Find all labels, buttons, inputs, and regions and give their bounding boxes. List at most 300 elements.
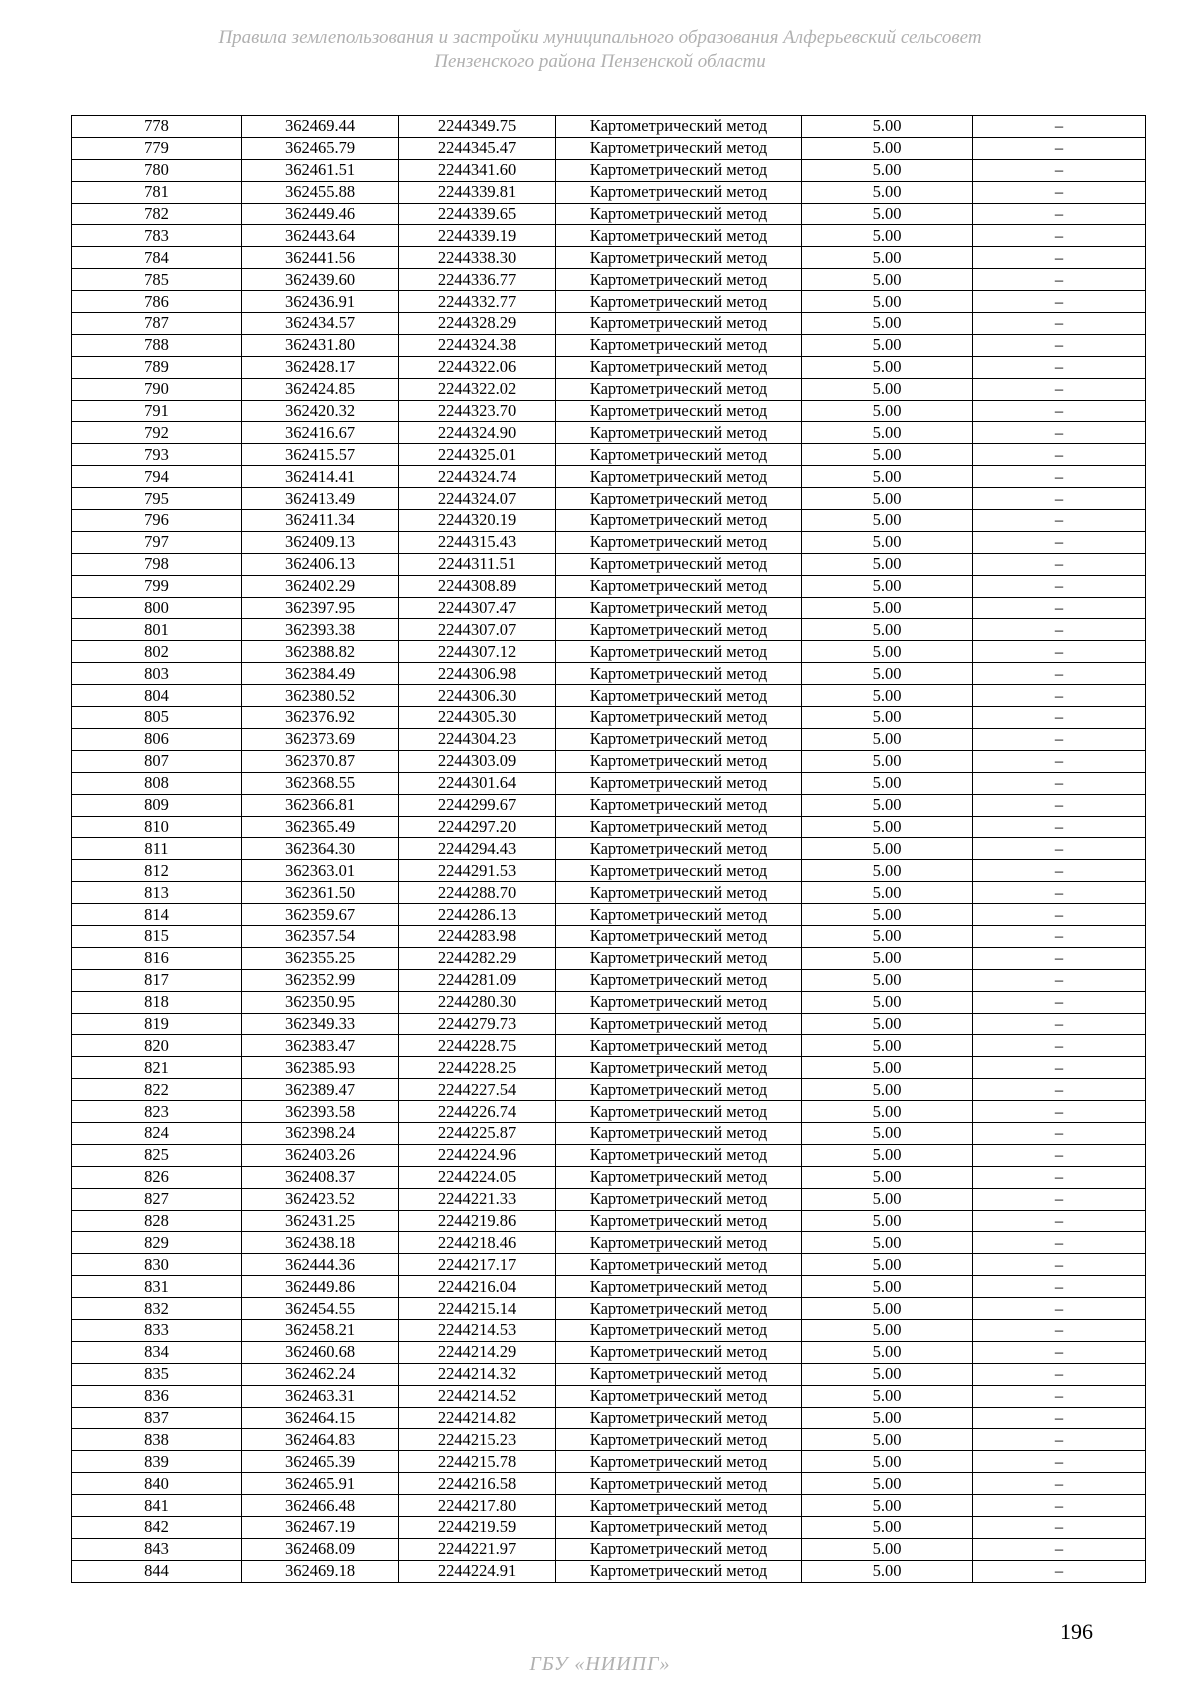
point-number-cell: 793 <box>72 444 242 466</box>
table-row <box>72 1101 1146 1123</box>
method-cell: Картометрический метод <box>556 991 802 1013</box>
point-number-cell: 836 <box>72 1385 242 1407</box>
method-cell: Картометрический метод <box>556 772 802 794</box>
y-coordinate-cell: 2244311.51 <box>399 553 556 575</box>
method-cell: Картометрический метод <box>556 816 802 838</box>
note-cell: – <box>973 488 1146 510</box>
point-number-cell: 841 <box>72 1495 242 1517</box>
note-cell: – <box>973 794 1146 816</box>
accuracy-cell: 5.00 <box>802 400 973 422</box>
accuracy-cell: 5.00 <box>802 159 973 181</box>
table-row <box>72 1122 1146 1144</box>
note-cell: – <box>973 1319 1146 1341</box>
point-number-cell: 810 <box>72 816 242 838</box>
point-number-cell: 839 <box>72 1451 242 1473</box>
x-coordinate-cell: 362383.47 <box>242 1035 399 1057</box>
accuracy-cell: 5.00 <box>802 466 973 488</box>
accuracy-cell: 5.00 <box>802 1254 973 1276</box>
accuracy-cell: 5.00 <box>802 1385 973 1407</box>
y-coordinate-cell: 2244322.02 <box>399 378 556 400</box>
note-cell: – <box>973 116 1146 138</box>
note-cell: – <box>973 1517 1146 1539</box>
x-coordinate-cell: 362444.36 <box>242 1254 399 1276</box>
note-cell: – <box>973 422 1146 444</box>
note-cell: – <box>973 313 1146 335</box>
point-number-cell: 834 <box>72 1341 242 1363</box>
point-number-cell: 822 <box>72 1079 242 1101</box>
accuracy-cell: 5.00 <box>802 422 973 444</box>
y-coordinate-cell: 2244339.65 <box>399 203 556 225</box>
table-row <box>72 400 1146 422</box>
method-cell: Картометрический метод <box>556 181 802 203</box>
x-coordinate-cell: 362363.01 <box>242 860 399 882</box>
table-row <box>72 1276 1146 1298</box>
point-number-cell: 791 <box>72 400 242 422</box>
note-cell: – <box>973 707 1146 729</box>
table-row <box>72 531 1146 553</box>
method-cell: Картометрический метод <box>556 1101 802 1123</box>
table-row <box>72 904 1146 926</box>
table-row <box>72 1298 1146 1320</box>
x-coordinate-cell: 362364.30 <box>242 838 399 860</box>
accuracy-cell: 5.00 <box>802 1144 973 1166</box>
accuracy-cell: 5.00 <box>802 1232 973 1254</box>
x-coordinate-cell: 362409.13 <box>242 531 399 553</box>
point-number-cell: 792 <box>72 422 242 444</box>
x-coordinate-cell: 362376.92 <box>242 707 399 729</box>
x-coordinate-cell: 362469.44 <box>242 116 399 138</box>
accuracy-cell: 5.00 <box>802 860 973 882</box>
method-cell: Картометрический метод <box>556 707 802 729</box>
note-cell: – <box>973 641 1146 663</box>
point-number-cell: 829 <box>72 1232 242 1254</box>
accuracy-cell: 5.00 <box>802 597 973 619</box>
accuracy-cell: 5.00 <box>802 1101 973 1123</box>
y-coordinate-cell: 2244322.06 <box>399 356 556 378</box>
note-cell: – <box>973 444 1146 466</box>
point-number-cell: 807 <box>72 750 242 772</box>
method-cell: Картометрический метод <box>556 575 802 597</box>
note-cell: – <box>973 1122 1146 1144</box>
y-coordinate-cell: 2244227.54 <box>399 1079 556 1101</box>
method-cell: Картометрический метод <box>556 159 802 181</box>
table-row <box>72 203 1146 225</box>
table-row <box>72 247 1146 269</box>
note-cell: – <box>973 1407 1146 1429</box>
accuracy-cell: 5.00 <box>802 531 973 553</box>
x-coordinate-cell: 362384.49 <box>242 663 399 685</box>
table-row <box>72 1560 1146 1582</box>
table-row <box>72 356 1146 378</box>
table-row <box>72 1451 1146 1473</box>
table-row <box>72 641 1146 663</box>
point-number-cell: 812 <box>72 860 242 882</box>
point-number-cell: 833 <box>72 1319 242 1341</box>
x-coordinate-cell: 362434.57 <box>242 313 399 335</box>
y-coordinate-cell: 2244338.30 <box>399 247 556 269</box>
accuracy-cell: 5.00 <box>802 1473 973 1495</box>
accuracy-cell: 5.00 <box>802 1407 973 1429</box>
method-cell: Картометрический метод <box>556 1473 802 1495</box>
x-coordinate-cell: 362424.85 <box>242 378 399 400</box>
note-cell: – <box>973 1385 1146 1407</box>
method-cell: Картометрический метод <box>556 838 802 860</box>
y-coordinate-cell: 2244339.81 <box>399 181 556 203</box>
y-coordinate-cell: 2244307.07 <box>399 619 556 641</box>
table-row <box>72 882 1146 904</box>
method-cell: Картометрический метод <box>556 1538 802 1560</box>
accuracy-cell: 5.00 <box>802 1057 973 1079</box>
x-coordinate-cell: 362403.26 <box>242 1144 399 1166</box>
note-cell: – <box>973 750 1146 772</box>
point-number-cell: 806 <box>72 728 242 750</box>
x-coordinate-cell: 362393.38 <box>242 619 399 641</box>
table-row <box>72 1013 1146 1035</box>
method-cell: Картометрический метод <box>556 553 802 575</box>
note-cell: – <box>973 1495 1146 1517</box>
note-cell: – <box>973 904 1146 926</box>
point-number-cell: 837 <box>72 1407 242 1429</box>
note-cell: – <box>973 619 1146 641</box>
note-cell: – <box>973 159 1146 181</box>
method-cell: Картометрический метод <box>556 422 802 444</box>
method-cell: Картометрический метод <box>556 1319 802 1341</box>
note-cell: – <box>973 225 1146 247</box>
x-coordinate-cell: 362408.37 <box>242 1166 399 1188</box>
x-coordinate-cell: 362465.79 <box>242 137 399 159</box>
x-coordinate-cell: 362468.09 <box>242 1538 399 1560</box>
page-footer: ГБУ «НИИПГ» <box>529 1653 671 1675</box>
page-number: 196 <box>1060 1619 1093 1644</box>
x-coordinate-cell: 362388.82 <box>242 641 399 663</box>
y-coordinate-cell: 2244304.23 <box>399 728 556 750</box>
x-coordinate-cell: 362464.15 <box>242 1407 399 1429</box>
x-coordinate-cell: 362380.52 <box>242 685 399 707</box>
accuracy-cell: 5.00 <box>802 1035 973 1057</box>
accuracy-cell: 5.00 <box>802 334 973 356</box>
x-coordinate-cell: 362449.46 <box>242 203 399 225</box>
note-cell: – <box>973 1538 1146 1560</box>
accuracy-cell: 5.00 <box>802 1451 973 1473</box>
x-coordinate-cell: 362428.17 <box>242 356 399 378</box>
accuracy-cell: 5.00 <box>802 510 973 532</box>
method-cell: Картометрический метод <box>556 750 802 772</box>
accuracy-cell: 5.00 <box>802 1188 973 1210</box>
point-number-cell: 788 <box>72 334 242 356</box>
point-number-cell: 800 <box>72 597 242 619</box>
accuracy-cell: 5.00 <box>802 1298 973 1320</box>
method-cell: Картометрический метод <box>556 1210 802 1232</box>
note-cell: – <box>973 1188 1146 1210</box>
method-cell: Картометрический метод <box>556 1451 802 1473</box>
method-cell: Картометрический метод <box>556 597 802 619</box>
method-cell: Картометрический метод <box>556 1254 802 1276</box>
x-coordinate-cell: 362431.25 <box>242 1210 399 1232</box>
method-cell: Картометрический метод <box>556 925 802 947</box>
x-coordinate-cell: 362465.39 <box>242 1451 399 1473</box>
method-cell: Картометрический метод <box>556 269 802 291</box>
accuracy-cell: 5.00 <box>802 1517 973 1539</box>
table-row <box>72 334 1146 356</box>
method-cell: Картометрический метод <box>556 1079 802 1101</box>
method-cell: Картометрический метод <box>556 247 802 269</box>
point-number-cell: 827 <box>72 1188 242 1210</box>
method-cell: Картометрический метод <box>556 444 802 466</box>
y-coordinate-cell: 2244286.13 <box>399 904 556 926</box>
accuracy-cell: 5.00 <box>802 1210 973 1232</box>
point-number-cell: 808 <box>72 772 242 794</box>
y-coordinate-cell: 2244214.82 <box>399 1407 556 1429</box>
point-number-cell: 844 <box>72 1560 242 1582</box>
method-cell: Картометрический метод <box>556 510 802 532</box>
accuracy-cell: 5.00 <box>802 203 973 225</box>
method-cell: Картометрический метод <box>556 1166 802 1188</box>
y-coordinate-cell: 2244217.80 <box>399 1495 556 1517</box>
x-coordinate-cell: 362368.55 <box>242 772 399 794</box>
method-cell: Картометрический метод <box>556 1560 802 1582</box>
x-coordinate-cell: 362436.91 <box>242 291 399 313</box>
y-coordinate-cell: 2244214.29 <box>399 1341 556 1363</box>
accuracy-cell: 5.00 <box>802 1013 973 1035</box>
method-cell: Картометрический метод <box>556 641 802 663</box>
note-cell: – <box>973 1057 1146 1079</box>
note-cell: – <box>973 1276 1146 1298</box>
table-row <box>72 750 1146 772</box>
x-coordinate-cell: 362420.32 <box>242 400 399 422</box>
accuracy-cell: 5.00 <box>802 1122 973 1144</box>
y-coordinate-cell: 2244336.77 <box>399 269 556 291</box>
table-row <box>72 422 1146 444</box>
accuracy-cell: 5.00 <box>802 904 973 926</box>
x-coordinate-cell: 362398.24 <box>242 1122 399 1144</box>
note-cell: – <box>973 991 1146 1013</box>
table-row <box>72 137 1146 159</box>
point-number-cell: 803 <box>72 663 242 685</box>
table-row <box>72 1517 1146 1539</box>
note-cell: – <box>973 663 1146 685</box>
table-row <box>72 466 1146 488</box>
point-number-cell: 801 <box>72 619 242 641</box>
point-number-cell: 830 <box>72 1254 242 1276</box>
accuracy-cell: 5.00 <box>802 181 973 203</box>
table-row <box>72 1538 1146 1560</box>
x-coordinate-cell: 362467.19 <box>242 1517 399 1539</box>
note-cell: – <box>973 1451 1146 1473</box>
table-row <box>72 1210 1146 1232</box>
table-row <box>72 860 1146 882</box>
y-coordinate-cell: 2244214.52 <box>399 1385 556 1407</box>
point-number-cell: 795 <box>72 488 242 510</box>
table-row <box>72 1079 1146 1101</box>
note-cell: – <box>973 137 1146 159</box>
accuracy-cell: 5.00 <box>802 1363 973 1385</box>
accuracy-cell: 5.00 <box>802 816 973 838</box>
note-cell: – <box>973 925 1146 947</box>
note-cell: – <box>973 1013 1146 1035</box>
method-cell: Картометрический метод <box>556 291 802 313</box>
x-coordinate-cell: 362357.54 <box>242 925 399 947</box>
y-coordinate-cell: 2244294.43 <box>399 838 556 860</box>
table-row <box>72 553 1146 575</box>
point-number-cell: 784 <box>72 247 242 269</box>
y-coordinate-cell: 2244323.70 <box>399 400 556 422</box>
table-row <box>72 794 1146 816</box>
table-row <box>72 947 1146 969</box>
x-coordinate-cell: 362411.34 <box>242 510 399 532</box>
x-coordinate-cell: 362355.25 <box>242 947 399 969</box>
method-cell: Картометрический метод <box>556 137 802 159</box>
accuracy-cell: 5.00 <box>802 1538 973 1560</box>
note-cell: – <box>973 356 1146 378</box>
note-cell: – <box>973 1035 1146 1057</box>
method-cell: Картометрический метод <box>556 1517 802 1539</box>
point-number-cell: 781 <box>72 181 242 203</box>
note-cell: – <box>973 378 1146 400</box>
note-cell: – <box>973 1232 1146 1254</box>
method-cell: Картометрический метод <box>556 400 802 422</box>
point-number-cell: 804 <box>72 685 242 707</box>
x-coordinate-cell: 362349.33 <box>242 1013 399 1035</box>
note-cell: – <box>973 816 1146 838</box>
y-coordinate-cell: 2244345.47 <box>399 137 556 159</box>
accuracy-cell: 5.00 <box>802 882 973 904</box>
point-number-cell: 824 <box>72 1122 242 1144</box>
point-number-cell: 821 <box>72 1057 242 1079</box>
note-cell: – <box>973 838 1146 860</box>
table-row <box>72 1473 1146 1495</box>
x-coordinate-cell: 362352.99 <box>242 969 399 991</box>
method-cell: Картометрический метод <box>556 378 802 400</box>
table-row <box>72 1341 1146 1363</box>
method-cell: Картометрический метод <box>556 1232 802 1254</box>
accuracy-cell: 5.00 <box>802 772 973 794</box>
y-coordinate-cell: 2244320.19 <box>399 510 556 532</box>
method-cell: Картометрический метод <box>556 1363 802 1385</box>
y-coordinate-cell: 2244218.46 <box>399 1232 556 1254</box>
accuracy-cell: 5.00 <box>802 925 973 947</box>
y-coordinate-cell: 2244328.29 <box>399 313 556 335</box>
point-number-cell: 799 <box>72 575 242 597</box>
method-cell: Картометрический метод <box>556 685 802 707</box>
y-coordinate-cell: 2244281.09 <box>399 969 556 991</box>
point-number-cell: 780 <box>72 159 242 181</box>
x-coordinate-cell: 362439.60 <box>242 269 399 291</box>
point-number-cell: 796 <box>72 510 242 532</box>
table-row <box>72 488 1146 510</box>
note-cell: – <box>973 575 1146 597</box>
note-cell: – <box>973 728 1146 750</box>
y-coordinate-cell: 2244307.12 <box>399 641 556 663</box>
point-number-cell: 802 <box>72 641 242 663</box>
x-coordinate-cell: 362423.52 <box>242 1188 399 1210</box>
accuracy-cell: 5.00 <box>802 685 973 707</box>
accuracy-cell: 5.00 <box>802 116 973 138</box>
y-coordinate-cell: 2244228.75 <box>399 1035 556 1057</box>
point-number-cell: 815 <box>72 925 242 947</box>
y-coordinate-cell: 2244214.32 <box>399 1363 556 1385</box>
x-coordinate-cell: 362397.95 <box>242 597 399 619</box>
table-row <box>72 444 1146 466</box>
x-coordinate-cell: 362414.41 <box>242 466 399 488</box>
table-row <box>72 1254 1146 1276</box>
table-row <box>72 838 1146 860</box>
x-coordinate-cell: 362350.95 <box>242 991 399 1013</box>
x-coordinate-cell: 362462.24 <box>242 1363 399 1385</box>
note-cell: – <box>973 247 1146 269</box>
y-coordinate-cell: 2244306.98 <box>399 663 556 685</box>
note-cell: – <box>973 1429 1146 1451</box>
point-number-cell: 832 <box>72 1298 242 1320</box>
y-coordinate-cell: 2244341.60 <box>399 159 556 181</box>
method-cell: Картометрический метод <box>556 313 802 335</box>
note-cell: – <box>973 1473 1146 1495</box>
point-number-cell: 828 <box>72 1210 242 1232</box>
note-cell: – <box>973 969 1146 991</box>
x-coordinate-cell: 362415.57 <box>242 444 399 466</box>
point-number-cell: 813 <box>72 882 242 904</box>
accuracy-cell: 5.00 <box>802 1079 973 1101</box>
table-row <box>72 925 1146 947</box>
table-row <box>72 1035 1146 1057</box>
method-cell: Картометрический метод <box>556 728 802 750</box>
coordinates-table <box>71 115 1146 1583</box>
x-coordinate-cell: 362466.48 <box>242 1495 399 1517</box>
point-number-cell: 786 <box>72 291 242 313</box>
note-cell: – <box>973 1363 1146 1385</box>
table-row <box>72 597 1146 619</box>
y-coordinate-cell: 2244215.78 <box>399 1451 556 1473</box>
note-cell: – <box>973 269 1146 291</box>
y-coordinate-cell: 2244215.23 <box>399 1429 556 1451</box>
accuracy-cell: 5.00 <box>802 663 973 685</box>
x-coordinate-cell: 362464.83 <box>242 1429 399 1451</box>
x-coordinate-cell: 362431.80 <box>242 334 399 356</box>
note-cell: – <box>973 466 1146 488</box>
accuracy-cell: 5.00 <box>802 728 973 750</box>
method-cell: Картометрический метод <box>556 1144 802 1166</box>
accuracy-cell: 5.00 <box>802 137 973 159</box>
accuracy-cell: 5.00 <box>802 225 973 247</box>
method-cell: Картометрический метод <box>556 663 802 685</box>
y-coordinate-cell: 2244305.30 <box>399 707 556 729</box>
point-number-cell: 814 <box>72 904 242 926</box>
note-cell: – <box>973 553 1146 575</box>
x-coordinate-cell: 362443.64 <box>242 225 399 247</box>
accuracy-cell: 5.00 <box>802 750 973 772</box>
header-line-2: Пензенского района Пензенской области <box>434 51 766 72</box>
point-number-cell: 782 <box>72 203 242 225</box>
method-cell: Картометрический метод <box>556 203 802 225</box>
x-coordinate-cell: 362449.86 <box>242 1276 399 1298</box>
y-coordinate-cell: 2244307.47 <box>399 597 556 619</box>
accuracy-cell: 5.00 <box>802 1166 973 1188</box>
accuracy-cell: 5.00 <box>802 313 973 335</box>
y-coordinate-cell: 2244225.87 <box>399 1122 556 1144</box>
accuracy-cell: 5.00 <box>802 575 973 597</box>
note-cell: – <box>973 1101 1146 1123</box>
table-row <box>72 1429 1146 1451</box>
table-row <box>72 685 1146 707</box>
table-row <box>72 1144 1146 1166</box>
accuracy-cell: 5.00 <box>802 1560 973 1582</box>
method-cell: Картометрический метод <box>556 904 802 926</box>
point-number-cell: 842 <box>72 1517 242 1539</box>
y-coordinate-cell: 2244221.97 <box>399 1538 556 1560</box>
method-cell: Картометрический метод <box>556 1276 802 1298</box>
x-coordinate-cell: 362460.68 <box>242 1341 399 1363</box>
note-cell: – <box>973 1298 1146 1320</box>
method-cell: Картометрический метод <box>556 356 802 378</box>
